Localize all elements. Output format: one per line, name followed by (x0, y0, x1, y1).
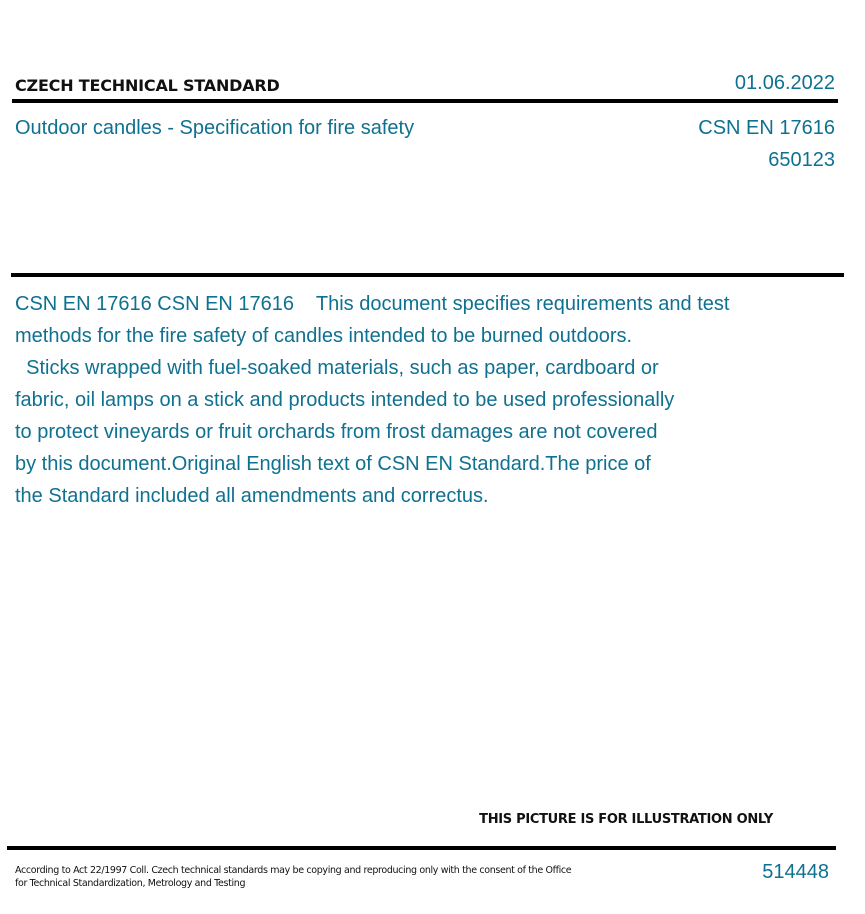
footer-rule (7, 846, 836, 850)
legal-line: According to Act 22/1997 Coll. Czech technical standards may be copying and reproducing only with the consent of the Office (15, 865, 572, 876)
header-rule (12, 99, 838, 103)
abstract-line: the Standard included all amendments and correctus. (15, 485, 489, 507)
illustration-note: THIS PICTURE IS FOR ILLUSTRATION ONLY (479, 812, 773, 827)
abstract-line: Sticks wrapped with fuel-soaked materials, such as paper, cardboard or (15, 357, 659, 379)
abstract-line: methods for the fire safety of candles intended to be burned outdoors. (15, 325, 633, 347)
document-title: Outdoor candles - Specification for fire safety (15, 117, 415, 139)
abstract-text (15, 288, 815, 512)
abstract-line: CSN EN 17616 CSN EN 17616 This document specifies requirements and test (15, 293, 730, 315)
section-rule (11, 273, 844, 277)
product-id: 514448 (762, 861, 829, 883)
document-number: CSN EN 17616 (698, 117, 835, 139)
legal-line: for Technical Standardization, Metrology and Testing (15, 878, 246, 889)
abstract-line: fabric, oil lamps on a stick and products intended to be used professionally (15, 389, 675, 411)
publication-date: 01.06.2022 (734, 72, 835, 94)
classification-code: 650123 (768, 149, 835, 171)
abstract-line: to protect vineyards or fruit orchards from frost damages are not covered (15, 421, 658, 443)
abstract-line: by this document.Original English text of CSN EN Standard.The price of (15, 453, 651, 475)
standard-header-label: CZECH TECHNICAL STANDARD (15, 76, 280, 95)
legal-notice (15, 864, 571, 890)
